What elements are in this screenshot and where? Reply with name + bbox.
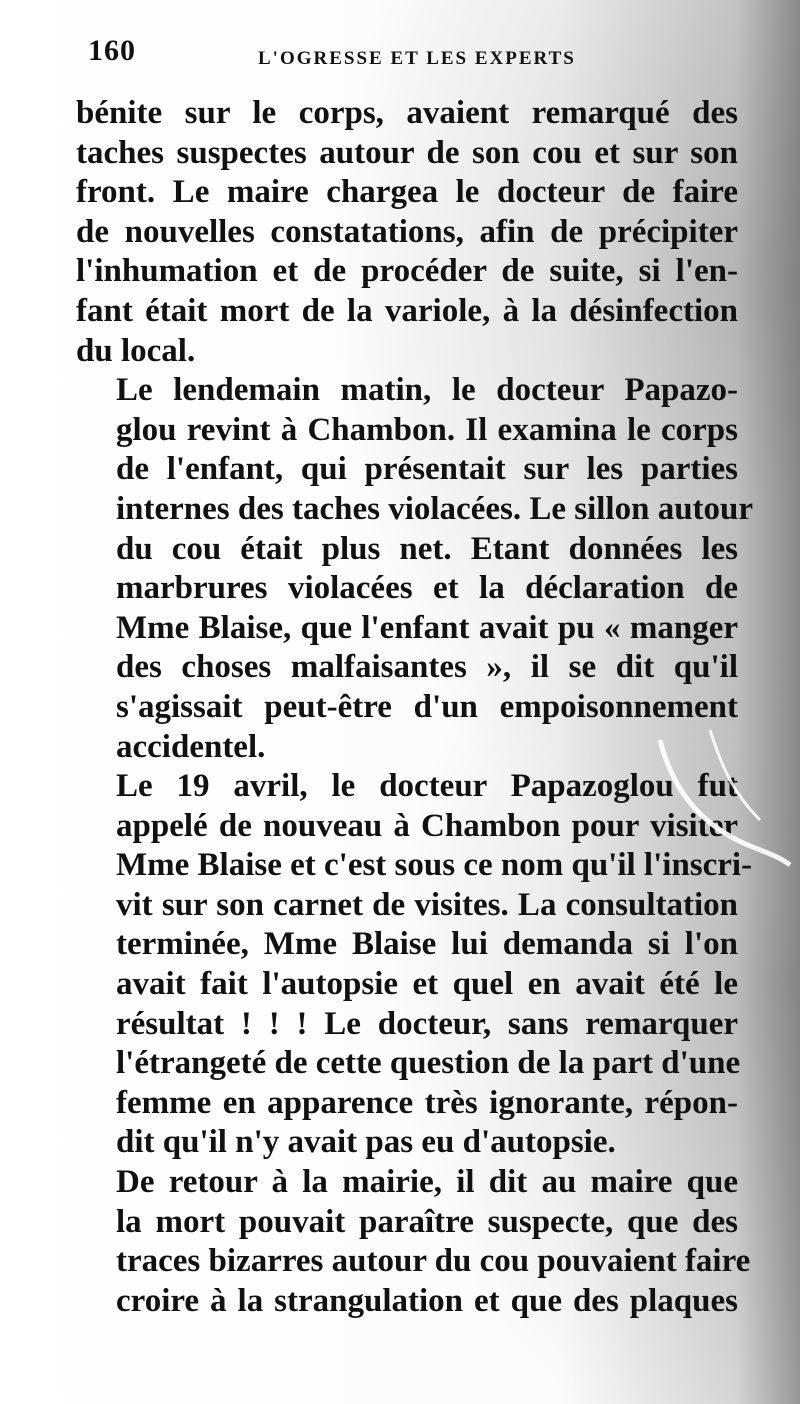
text-line: s'agissait peut-être d'un empoisonnement <box>116 688 738 725</box>
text-line: croire à la strangulation et que des plaques <box>116 1282 738 1319</box>
text-line: l'étrangeté de cette question de la part d'une <box>116 1045 741 1082</box>
text-line: résultat ! ! ! Le docteur, sans remarquer <box>116 1005 738 1042</box>
text-line: des choses malfaisantes », il se dit qu'il <box>116 649 738 686</box>
paragraph-4 <box>76 1163 751 1321</box>
text-line: Mme Blaise, que l'enfant avait pu « manger <box>116 609 738 646</box>
text-line: accidentel. <box>116 728 266 765</box>
text-line: De retour à la mairie, il dit au maire que <box>116 1164 738 1201</box>
text-line: taches suspectes autour de son cou et sur son <box>76 134 738 171</box>
running-title: L'OGRESSE ET LES EXPERTS <box>258 48 576 69</box>
text-line: internes des taches violacées. Le sillon autour <box>116 490 754 527</box>
text-line: front. Le maire chargea le docteur de faire <box>76 174 738 211</box>
text-line: Le 19 avril, le docteur Papazoglou fut <box>116 768 738 805</box>
text-line: appelé de nouveau à Chambon pour visiter <box>116 807 738 844</box>
page-number: 160 <box>88 34 136 67</box>
text-line: du local. <box>76 332 196 369</box>
text-line: Le lendemain matin, le docteur Papazo- <box>116 372 738 409</box>
text-line: de nouvelles constatations, afin de précipiter <box>76 213 738 250</box>
paragraph-1 <box>76 94 738 371</box>
text-line: l'inhumation et de procéder de suite, si l'en- <box>76 253 738 290</box>
page-header <box>88 30 728 70</box>
text-line: fant était mort de la variole, à la désinfection <box>76 292 738 329</box>
text-line: traces bizarres autour du cou pouvaient faire <box>116 1243 751 1280</box>
text-line: marbrures violacées et la déclaration de <box>116 570 738 607</box>
paragraph-2 <box>76 371 754 767</box>
body-text <box>76 94 754 1321</box>
text-line: la mort pouvait paraître suspecte, que des <box>116 1203 738 1240</box>
text-line: vit sur son carnet de visites. La consultation <box>116 886 738 923</box>
text-line: femme en apparence très ignorante, répon- <box>116 1084 738 1121</box>
text-line: bénite sur le corps, avaient remarqué des <box>76 95 738 131</box>
text-line: avait fait l'autopsie et quel en avait été le <box>116 966 738 1003</box>
text-line: dit qu'il n'y avait pas eu d'autopsie. <box>116 1124 616 1161</box>
text-line: glou revint à Chambon. Il examina le corps <box>116 411 738 448</box>
paragraph-3 <box>76 767 753 1163</box>
text-line: Mme Blaise et c'est sous ce nom qu'il l'inscri- <box>116 847 753 884</box>
text-line: terminée, Mme Blaise lui demanda si l'on <box>116 926 738 963</box>
text-line: du cou était plus net. Etant données les <box>116 530 738 567</box>
text-line: de l'enfant, qui présentait sur les parties <box>116 451 738 488</box>
